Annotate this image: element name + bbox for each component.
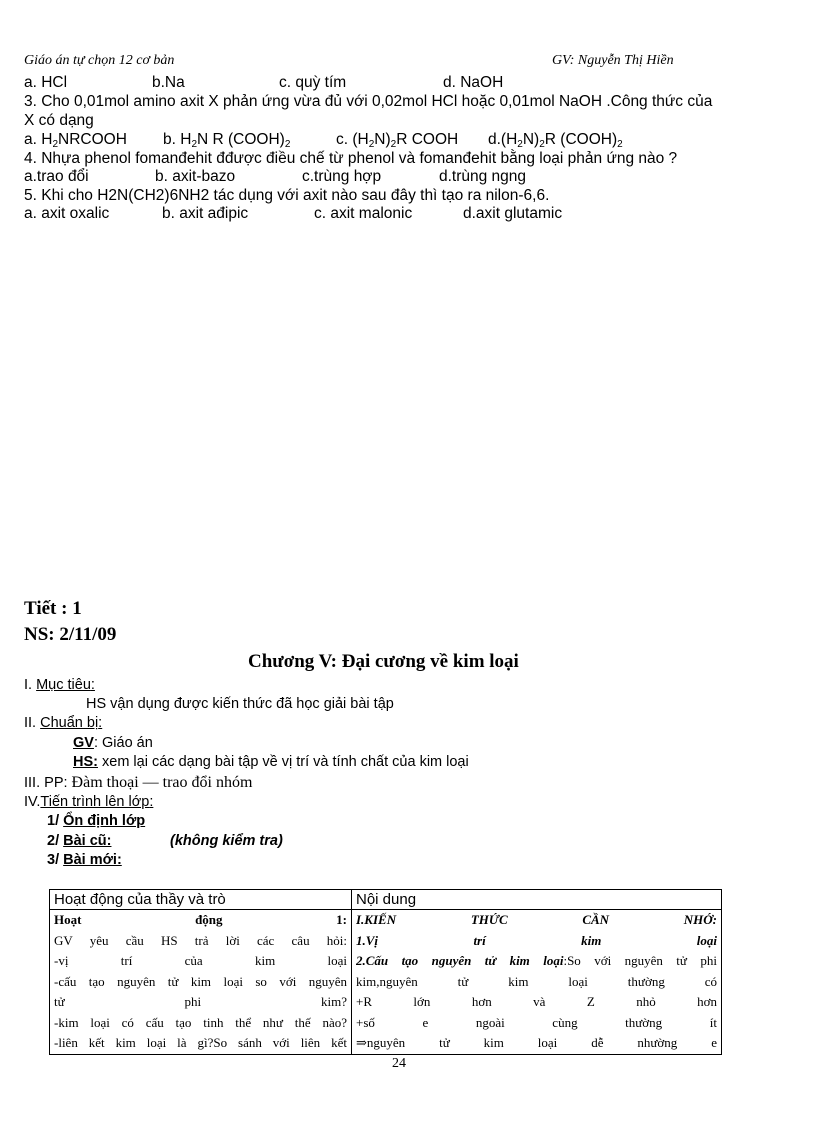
q3-option-b: b. $H_2N$ R $(COOH)_2$ <box>163 131 291 150</box>
step-3: 3/ Bài mới: <box>47 852 122 868</box>
section-method: III. PP: Đàm thoại — trao đổi nhóm <box>24 774 253 791</box>
table-row: -liên kết kim loại là gì?So sánh với liên kết <box>54 1035 347 1050</box>
table-row: ⇒nguyên tử kim loại dễ nhường e <box>356 1035 717 1050</box>
student-prep: HS: xem lại các dạng bài tập về vị trí và tính chất của kim loại <box>73 754 469 770</box>
table-row: +R lớn hơn và Z nhỏ hơn <box>356 994 717 1009</box>
table-row: kim,nguyên tử kim loại thường có <box>356 973 717 989</box>
teacher-prep: GV: Giáo án <box>73 735 153 751</box>
chapter-title: Chương V: Đại cương về kim loại <box>248 651 519 672</box>
content-cell <box>352 910 722 1055</box>
question-3-cont: X có dạng <box>24 112 94 129</box>
q3-option-a: a. $H_2NRCOOH$ <box>24 131 127 150</box>
step-2-note: (không kiểm tra) <box>170 833 283 849</box>
table-header-content: Nội dung <box>352 890 722 910</box>
q3-option-c: c. $(H_2N)_2R$ COOH <box>336 131 459 150</box>
question-4-options: a.trao đổi b. axit-bazo c.trùng hợp d.trùng ngng <box>24 168 527 185</box>
question-3: 3. Cho 0,01mol amino axit X phản ứng vừa đủ với 0,02mol HCl hoặc 0,01mol NaOH .Công thức của <box>24 93 713 110</box>
header-right: GV: Nguyễn Thị Hiền <box>552 53 674 68</box>
step-1: 1/ Ổn định lớp <box>47 813 146 829</box>
table-row: GV yêu cầu HS trả lời các câu hỏi: <box>54 932 347 948</box>
question-4: 4. Nhựa phenol fomanđehit đđược điều chế từ phenol và fomanđehit bằng loại phản ứng nào ? <box>24 150 678 167</box>
objectives-text: HS vận dụng được kiến thức đã học giải bài tập <box>86 696 394 712</box>
table-row: Hoạt động 1: <box>54 912 347 927</box>
table-header-activities: Hoạt động của thầy và trò <box>50 890 352 910</box>
table-row: -cấu tạo nguyên tử kim loại so với nguyên <box>54 973 347 989</box>
section-procedure: IV.Tiến trình lên lớp: <box>24 794 154 810</box>
table-row: -vị trí của kim loại <box>54 953 347 968</box>
lesson-table <box>49 889 722 1055</box>
question-5-options: a. axit oxalic b. axit ađipic c. axit malonic d.axit glutamic <box>24 205 563 222</box>
header-left: Giáo án tự chọn 12 cơ bản <box>24 53 175 68</box>
table-row: tử phi kim? <box>54 994 347 1009</box>
section-preparation: II. Chuẩn bị: <box>24 715 103 731</box>
table-row: +số e ngoài cùng thường ít <box>356 1014 717 1030</box>
prev-options: a. HCl b.Na c. quỳ tím d. NaOH <box>24 74 504 91</box>
section-objectives: I. Mục tiêu: <box>24 677 95 693</box>
lesson-period: Tiết : 1 <box>24 598 82 619</box>
q3-option-d: $d.(H_2N)_2R$ $(COOH)_2$ <box>488 131 623 150</box>
table-row: I.KIẾN THỨC CẦN NHỚ: <box>356 912 717 927</box>
table-row: 1.Vị trí kim loại <box>356 932 717 948</box>
step-2: 2/ Bài cũ: <box>47 833 112 849</box>
table-row: 2.Cấu tạo nguyên tử kim loại:So với nguyên tử phi <box>356 953 717 968</box>
table-row: -kim loại có cấu tạo tinh thể như thế nào? <box>54 1014 347 1030</box>
lesson-date: NS: 2/11/09 <box>24 624 117 645</box>
page-number: 24 <box>392 1056 406 1071</box>
question-5: 5. Khi cho H2N(CH2)6NH2 tác dụng với axit nào sau đây thì tạo ra nilon-6,6. <box>24 187 550 204</box>
activities-cell <box>50 910 352 1055</box>
